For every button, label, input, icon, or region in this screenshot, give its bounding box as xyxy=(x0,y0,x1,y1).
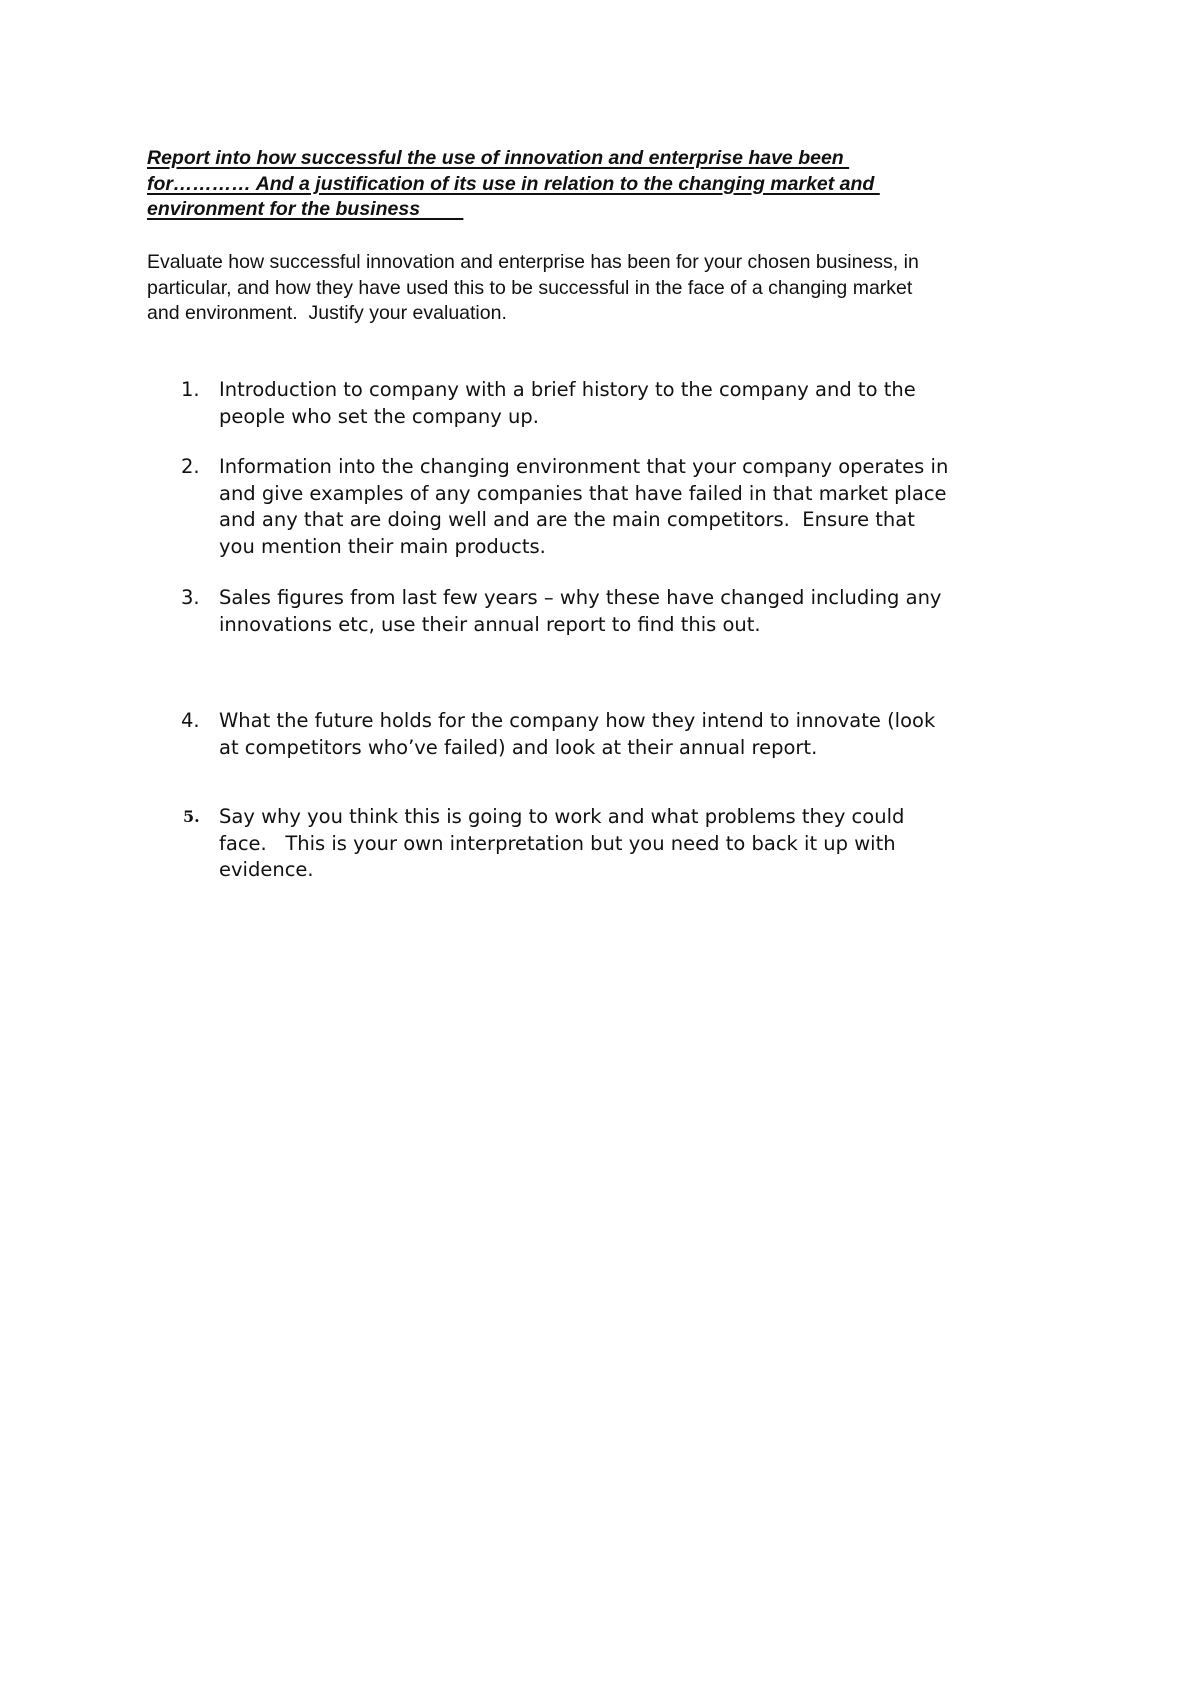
task-number: 4. xyxy=(181,709,200,732)
task-line: What the future holds for the company how they intend to innovate (look xyxy=(219,709,936,732)
task-line: and any that are doing well and are the main competitors. Ensure that xyxy=(219,508,915,531)
task-number: 3. xyxy=(181,586,200,609)
task-number: 5. xyxy=(183,807,200,826)
intro-line: and environment. Justify your evaluation. xyxy=(147,302,507,324)
task-text xyxy=(219,454,1099,560)
task-number: 2. xyxy=(181,455,200,478)
task-line: and give examples of any companies that have failed in that market place xyxy=(219,481,947,505)
task-line: innovations etc, use their annual report to find this out. xyxy=(219,612,761,636)
task-line: you mention their main products. xyxy=(219,534,546,558)
intro-paragraph xyxy=(147,250,1047,327)
task-line: evidence. xyxy=(219,858,314,881)
task-number: 1. xyxy=(181,378,200,401)
task-line: Introduction to company with a brief history to the company and to the xyxy=(219,378,916,401)
intro-line: Evaluate how successful innovation and enterprise has been for your chosen business, in xyxy=(147,251,919,273)
task-text xyxy=(219,708,1099,761)
task-text xyxy=(219,804,1099,884)
task-line: at competitors who’ve failed) and look at their annual report. xyxy=(219,735,818,759)
report-title xyxy=(147,146,1007,223)
task-line: Sales figures from last few years – why these have changed including any xyxy=(219,586,942,609)
task-text xyxy=(219,377,1099,430)
task-text xyxy=(219,585,1099,638)
title-line: for………… And a justification of its use in relation to the changing market and xyxy=(147,172,880,195)
task-line: Information into the changing environment that your company operates in xyxy=(219,455,949,478)
title-line: Report into how successful the use of innovation and enterprise have been xyxy=(147,147,850,169)
intro-line: particular, and how they have used this to be successful in the face of a changing market xyxy=(147,276,913,299)
task-line: Say why you think this is going to work and what problems they could xyxy=(219,805,905,828)
task-line: face. This is your own interpretation but you need to back it up with xyxy=(219,831,896,855)
title-line: environment for the business xyxy=(147,198,464,220)
task-line: people who set the company up. xyxy=(219,404,539,428)
